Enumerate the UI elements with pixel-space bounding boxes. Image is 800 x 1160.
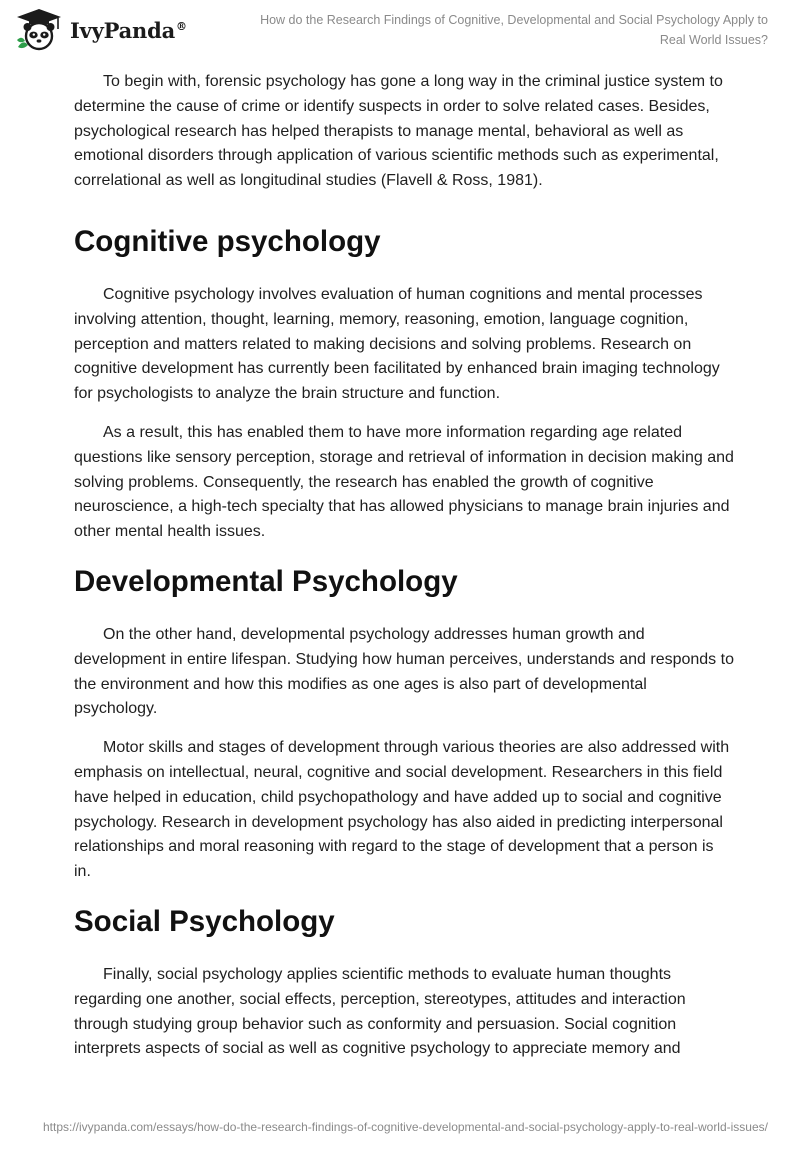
developmental-paragraph-1: On the other hand, developmental psychology addresses human growth and development in entire lifespan. Studying how human perceives, understands and responds to the environment and how this modifies as one ages is also part of developmental psychology. xyxy=(74,625,734,718)
ivypanda-logo[interactable] xyxy=(14,6,214,54)
page-header xyxy=(0,0,800,56)
logo-wordmark: IvyPanda® xyxy=(70,17,187,43)
social-paragraph-1: Finally, social psychology applies scientific methods to evaluate human thoughts regarding one another, social effects, perception, stereotypes, attitudes and interaction through studying group behavior such as conformity and persuasion. Social cognition interprets aspects of social as well as cognitive psychology to appreciate memory and xyxy=(74,965,686,1058)
document-title: How do the Research Findings of Cognitive, Developmental and Social Psychology Apply to Real World Issues? xyxy=(260,13,768,47)
article-body xyxy=(74,70,734,1062)
section-heading-social: Social Psychology xyxy=(74,904,335,938)
panda-graduate-icon xyxy=(14,7,64,53)
section-heading-cognitive: Cognitive psychology xyxy=(74,224,381,258)
section-heading-developmental: Developmental Psychology xyxy=(74,564,458,598)
cognitive-paragraph-2: As a result, this has enabled them to have more information regarding age related questions like sensory perception, storage and retrieval of information in decision making and solving problems. Consequently, the research has enabled the growth of cognitive neuroscience, a high-tech specialty that has allowed physicians to manage brain injuries and other mental health issues. xyxy=(74,423,734,541)
source-url[interactable]: https://ivypanda.com/essays/how-do-the-research-findings-of-cognitive-developmental-and-social-psychology-apply-to-real-world-issues/ xyxy=(43,1120,768,1134)
developmental-paragraph-2: Motor skills and stages of development through various theories are also addressed with emphasis on intellectual, neural, cognitive and social development. Researchers in this field have helped in education, child psychopathology and have added up to social and cognitive psychology. Research in development psychology has also aided in predicting interpersonal relationships and moral reasoning with regard to the stage of development that a person is in. xyxy=(74,739,730,881)
intro-paragraph: To begin with, forensic psychology has gone a long way in the criminal justice system to determine the cause of crime or identify suspects in order to solve related cases. Besides, psychological research has helped therapists to manage mental, behavioral as well as emotional disorders through application of various scientific methods such as experimental, correlational as well as longitudinal studies (Flavell & Ross, 1981). xyxy=(74,73,723,190)
cognitive-paragraph-1: Cognitive psychology involves evaluation of human cognitions and mental processes involving attention, thought, learning, memory, reasoning, emotion, language cognition, perception and matters related to making decisions and solving problems. Research on cognitive development has currently been facilitated by enhanced brain imaging technology for psychologists to analyze the brain structure and function. xyxy=(74,285,720,403)
